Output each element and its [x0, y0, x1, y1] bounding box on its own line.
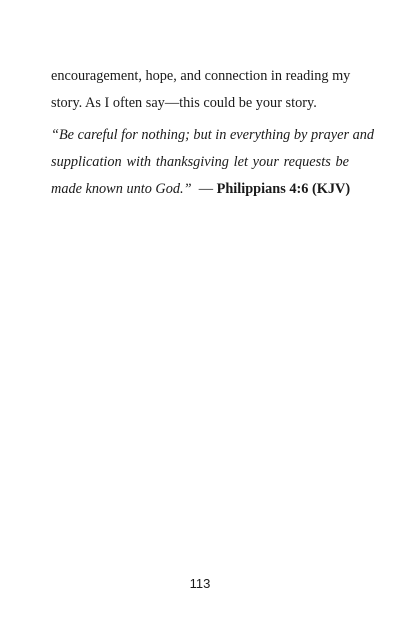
paragraph-line-2: story. As I often say—this could be your story. [51, 95, 317, 111]
scripture-reference: Philippians 4:6 (KJV) [216, 181, 351, 197]
verse-line-2: supplication with thanksgiving let your requests be [51, 154, 349, 170]
verse-line-1: “Be careful for nothing; but in everything by prayer and [51, 127, 375, 143]
paragraph-line-1: encouragement, hope, and connection in reading my [51, 68, 351, 84]
page-body [51, 63, 375, 203]
reference-dash: — [198, 181, 214, 197]
page-number: 113 [189, 576, 211, 591]
verse-line-3-text: made known unto God.” [51, 181, 192, 197]
verse-line-3 [51, 176, 349, 203]
